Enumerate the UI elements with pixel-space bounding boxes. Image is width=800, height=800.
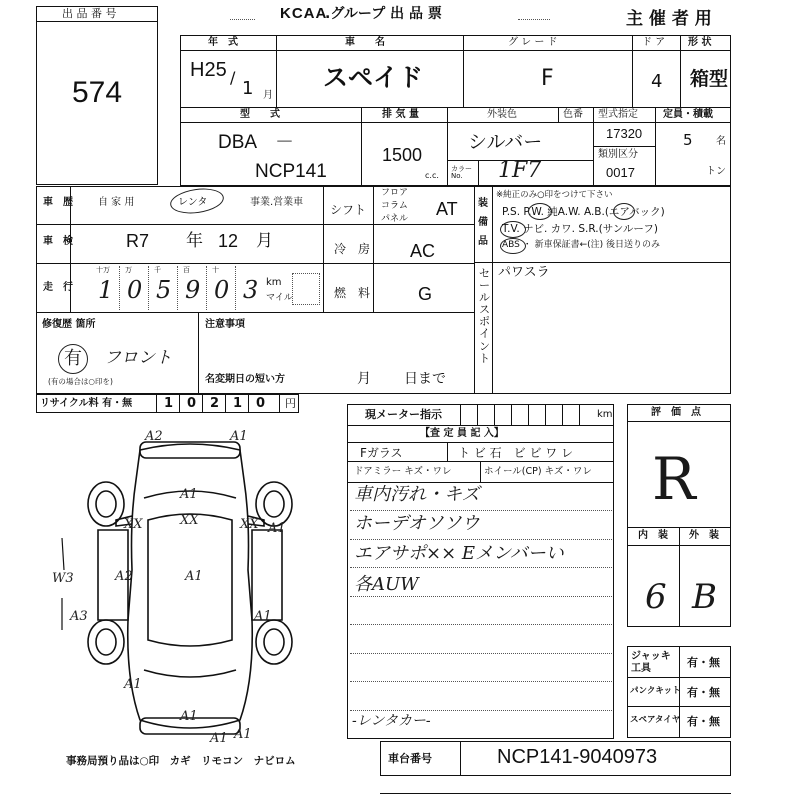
chassis-number: NCP141-9040973 (497, 746, 658, 768)
diagram-damage-mark: A1 (185, 569, 203, 584)
class-code-label: 類別区分 (598, 149, 638, 160)
diagram-damage-mark: XX (180, 513, 199, 528)
notes-label: 注意事項 (205, 319, 245, 330)
role-label: 主 催 者 用 (626, 9, 712, 29)
inspector-title: 【査 定 員 記 入】 (420, 428, 504, 439)
lot-number: 574 (72, 76, 123, 109)
history-private: 自 家 用 (98, 197, 135, 208)
inspector-note-2: ホーデオソソウ (354, 513, 480, 534)
chassis-label: 車台番号 (388, 752, 432, 765)
repair-mark: 有 (64, 348, 82, 369)
logo: KCAA (280, 5, 328, 22)
diagram-damage-mark: A1 (254, 609, 272, 624)
diagram-damage-mark: A1 (234, 727, 252, 742)
color-value: シルバー (468, 131, 543, 153)
mirror-label: ドアミラー キズ・ワレ (354, 466, 452, 477)
recycle-digit: 2 (210, 396, 220, 411)
diagram-damage-mark: A1 (210, 731, 228, 746)
equipment-line2: T.V. ナビ. カワ. S.R.(サンルーフ) (502, 223, 659, 235)
recycle-digit: 1 (233, 396, 243, 411)
mileage-digit-unit: 万 (125, 266, 132, 274)
car-damage-diagram (40, 420, 340, 750)
inspector-note-4: 各AUW (354, 574, 419, 595)
displacement-value: 1500 (382, 145, 423, 165)
capacity-value: 5 (683, 131, 693, 149)
exterior-label: 外 装 (689, 530, 719, 541)
color-number-label: 色番 (563, 109, 583, 120)
year-era: H25 (190, 59, 227, 81)
shift-floor: フロア (381, 188, 409, 198)
history-rental: レンタ (178, 197, 208, 208)
diagram-damage-mark: W3 (52, 571, 74, 586)
model-label: 型 式 (240, 109, 280, 120)
interior-label: 内 装 (638, 530, 668, 541)
diagram-damage-mark: A2 (145, 429, 163, 444)
door-label: ド ア (642, 37, 666, 48)
shift-column: コラム (381, 201, 408, 211)
model-code: NCP141 (255, 161, 327, 182)
diagram-damage-mark: A1 (180, 709, 198, 724)
diagram-damage-mark: A1 (124, 677, 142, 692)
equipment-line1: P.S. P.W. 純A.W. A.B.(エアバック) (502, 206, 665, 218)
interior-score: 6 (645, 577, 667, 617)
glass-options: ト ビ 石 ビ ビ ワ レ (458, 446, 574, 460)
mileage-label: 走 行 (43, 282, 73, 293)
car-name-label: 車 名 (345, 37, 385, 48)
shift-panel: パネル (381, 214, 409, 224)
diagram-damage-mark: XX (124, 517, 143, 532)
shift-value: AT (436, 199, 458, 219)
inspector-note-1: 車内汚れ・キズ (354, 484, 480, 505)
color-number: 1F7 (498, 158, 542, 183)
salespoint-text: パワスラ (498, 265, 550, 280)
shape-label: 形 状 (688, 37, 712, 48)
type-code: 17320 (606, 126, 643, 141)
puncture-options: 有・無 (687, 686, 720, 699)
mileage-digit: 0 (214, 276, 230, 304)
mileage-digit-unit: 十 (212, 266, 219, 274)
mileage-digit-unit: 十万 (96, 266, 110, 274)
history-business: 事業.営業車 (250, 197, 304, 208)
diagram-damage-mark: XX (240, 517, 259, 532)
car-name: スペイド (323, 63, 424, 92)
type-code-label: 型式指定 (598, 109, 638, 120)
recycle-label: リサイクル料 有・無 (40, 398, 133, 409)
recycle-digit: 0 (187, 396, 197, 411)
diagram-damage-mark: A1 (180, 487, 198, 502)
salespoint-label: セールスポイント (479, 267, 490, 365)
year-month: 1 (242, 78, 254, 99)
history-label: 車 歴 (43, 197, 73, 208)
displacement-label: 排 気 量 (382, 109, 419, 120)
mileage-digit: 1 (98, 276, 114, 304)
inspector-footer-note: -レンタカー- (352, 713, 431, 729)
spare-options: 有・無 (687, 715, 720, 728)
capacity-label: 定員・積載 (663, 109, 713, 120)
ac-value: AC (410, 241, 436, 261)
spare-label: スペアタイヤ (630, 715, 681, 725)
diagram-damage-mark: A1 (230, 429, 248, 444)
meter-label: 現メーター指示 (365, 408, 442, 421)
mileage-digit-unit: 千 (154, 266, 161, 274)
repair-location: フロント (104, 348, 172, 368)
puncture-label: パンクキット (630, 686, 681, 696)
shape-value: 箱型 (690, 68, 729, 90)
grade-value: F (541, 66, 554, 91)
mileage-digit: 3 (243, 276, 259, 304)
office-note: 事務局預り品は○印 カギ リモコン ナビロム (66, 755, 296, 767)
shift-label: シフト (330, 203, 367, 217)
mileage-digit: 9 (185, 276, 201, 304)
grade-label: グ レ ー ド (508, 37, 558, 48)
fuel-label: 燃 料 (334, 286, 371, 300)
color-label: 外装色 (487, 109, 517, 120)
diagram-damage-mark: A2 (115, 569, 133, 584)
diagram-damage-mark: A1 (268, 521, 286, 536)
class-code: 0017 (606, 165, 635, 180)
score-value: R (652, 445, 696, 513)
inspection-label: 車 検 (43, 236, 73, 247)
mileage-digit: 5 (156, 276, 172, 304)
lot-label: 出 品 番 号 (62, 7, 117, 20)
year-label: 年 式 (208, 37, 238, 48)
mileage-digit-unit: 百 (183, 266, 190, 274)
diagram-damage-mark: A3 (70, 609, 88, 624)
jack-options: 有・無 (687, 656, 720, 669)
recycle-digit: 1 (164, 396, 174, 411)
model-prefix: DBA － (218, 132, 295, 153)
repair-label: 修復歴 箇所 (42, 319, 96, 330)
recycle-digit: 0 (256, 396, 266, 411)
equipment-label: 装備品 (478, 198, 488, 247)
equipment-line3: ABS ・ 新車保証書←(注) 後日送りのみ (502, 240, 661, 250)
score-label: 評 価 点 (651, 407, 701, 418)
mileage-digit: 0 (127, 276, 143, 304)
equipment-note: ※純正のみ○印をつけて下さい (496, 190, 613, 200)
door-value: 4 (651, 71, 663, 92)
exterior-score: B (692, 577, 717, 617)
jack-label: ジャッキ 工具 (631, 651, 671, 674)
wheel-label: ホイール(CP) キズ・ワレ (484, 466, 592, 477)
inspection-month: 12 (218, 231, 239, 251)
inspection-era: R7 (126, 231, 150, 251)
inspector-note-3: エアサポ×× Eメンバーい (354, 543, 564, 564)
form-title: .グループ 出 品 票 (325, 6, 442, 22)
ac-label: 冷 房 (334, 242, 371, 256)
fuel-value: G (418, 284, 433, 304)
glass-label: Fガラス (360, 446, 403, 460)
